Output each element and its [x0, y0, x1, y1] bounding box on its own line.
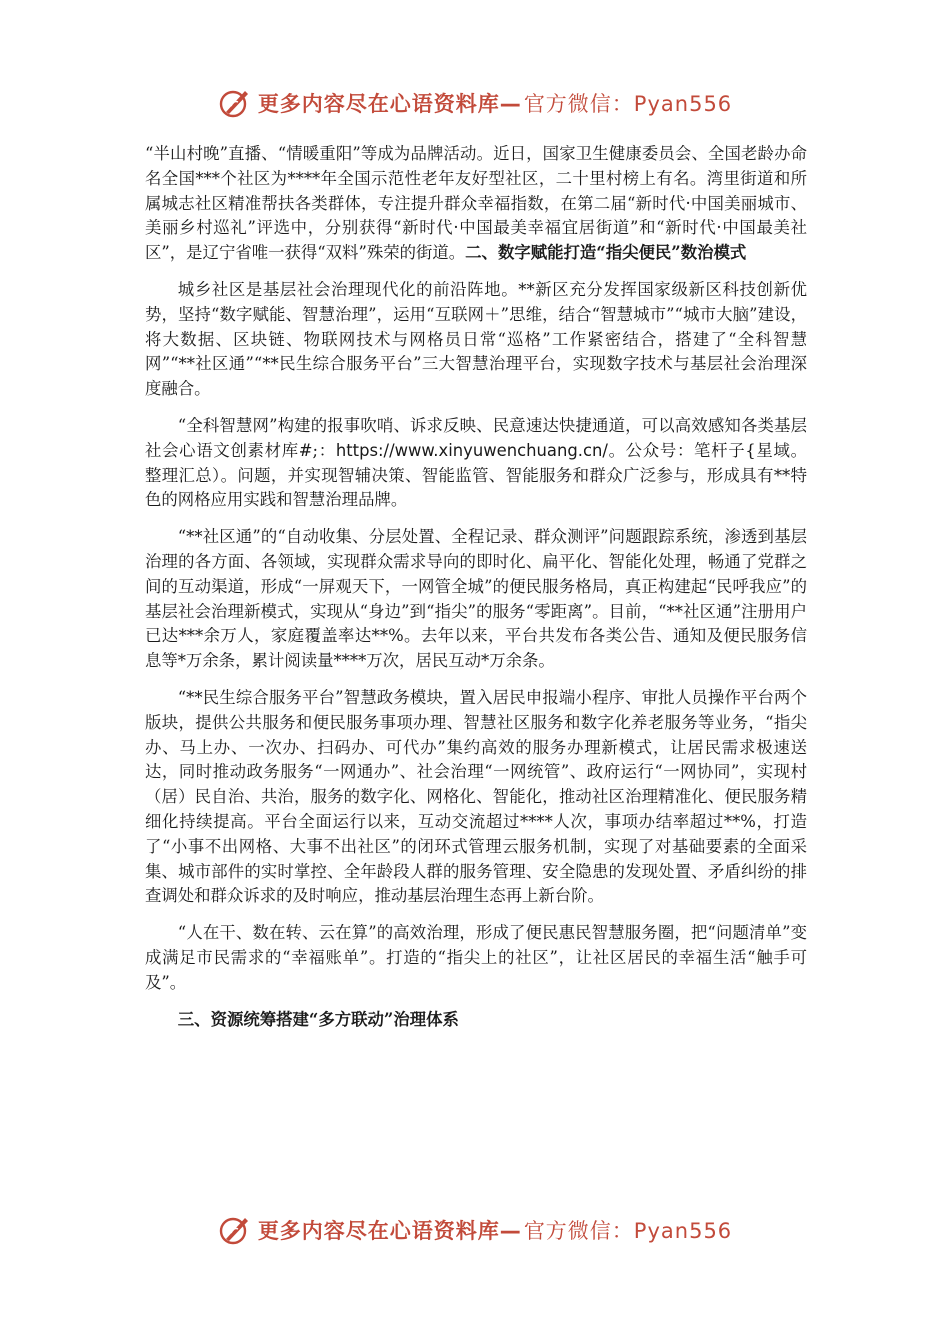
- paragraph-2: 城乡社区是基层社会治理现代化的前沿阵地。**新区充分发挥国家级新区科技创新优势，坚持“数字赋能、智慧治理”，运用“互联网＋”思维，结合“智慧城市”“城市大脑”建设，将大数据、区块链、物联网技术与网格员日常“巡格”工作紧密结合，搭建了“全科智慧网”“**社区通”“**民生综合服务平台”三大智慧治理平台，实现数字技术与基层社会治理深度融合。: [145, 279, 807, 399]
- header-banner: [0, 83, 950, 123]
- pen-logo-icon: [218, 1213, 252, 1247]
- banner-text: 更多内容尽在心语资料库—: [257, 92, 522, 116]
- paragraph-1-text: “半山村晚”直播、“情暖重阳”等成为品牌活动。近日，国家卫生健康委员会、全国老龄办命名全国***个社区为****年全国示范性老年友好型社区，二十里村榜上有名。湾里街道和所属城志社区精准帮扶各类群体，专注提升群众幸福指数，在第二届“新时代·中国美丽城市、美丽乡村巡礼”评选中，分别获得“新时代·中国最美幸福宜居街道”和“新时代·中国最美社区”，是辽宁省唯一获得“双料”殊荣的街道。: [145, 144, 807, 263]
- paragraph-1: [145, 142, 807, 266]
- website-link[interactable]: https://www.xinyuwenchuang.cn/: [335, 440, 608, 460]
- pen-logo-icon: [218, 86, 252, 120]
- banner-wechat: 官方微信：Pyan556: [523, 1219, 733, 1243]
- section-heading-3: 三、资源统筹搭建“多方联动”治理体系: [177, 1009, 459, 1029]
- paragraph-3: [145, 414, 807, 513]
- paragraph-3-text-b: 。公众号：笔杆子{星域。整理汇总）。问题，并实现智辅决策、智能监管、智能服务和群众广泛参与，形成具有**特色的网格应用实践和智慧治理品牌。: [145, 440, 807, 510]
- section-heading-2: 二、数字赋能打造“指尖便民”数治模式: [465, 243, 747, 263]
- paragraph-6: “人在干、数在转、云在算”的高效治理，形成了便民惠民智慧服务圈，把“问题清单”变成满足市民需求的“幸福账单”。打造的“指尖上的社区”，让社区居民的幸福生活“触手可及”。: [145, 923, 807, 992]
- banner-wechat: 官方微信：Pyan556: [523, 92, 733, 116]
- paragraph-4: “**社区通”的“自动收集、分层处置、全程记录、群众测评”问题跟踪系统，渗透到基层治理的各方面、各领域，实现群众需求导向的即时化、扁平化、智能化处理，畅通了党群之间的互动渠道，形成“一屏观天下，一网管全城”的便民服务格局，真正构建起“民呼我应”的基层社会治理新模式，实现从“身边”到“指尖”的服务“零距离”。目前，“**社区通”注册用户已达***余万人，家庭覆盖率达**%。去年以来，平台共发布各类公告、通知及便民服务信息等*万余条，累计阅读量****万次，居民互动*万余条。: [145, 527, 807, 671]
- document-body: [145, 142, 807, 1044]
- paragraph-3-text-a: “全科智慧网”构建的报事吹哨、诉求反映、民意速达快捷通道，可以高效感知各类基层社会心语文创素材库#;：: [145, 415, 807, 460]
- paragraph-5: “**民生综合服务平台”智慧政务模块，置入居民申报端小程序、审批人员操作平台两个版块，提供公共服务和便民服务事项办理、智慧社区服务和数字化养老服务等业务，“指尖办、马上办、一次办、扫码办、可代办”集约高效的服务办理新模式，让居民需求极速送达，同时推动政务服务“一网通办”、社会治理“一网统管”、政府运行“一网协同”，实现村（居）民自治、共治，服务的数字化、网格化、智能化，推动社区治理精准化、便民服务精细化持续提高。平台全面运行以来，互动交流超过****人次，事项办结率超过**%，打造了“小事不出网格、大事不出社区”的闭环式管理云服务机制，实现了对基础要素的全面采集、城市部件的实时掌控、全年龄段人群的服务管理、安全隐患的发现处置、矛盾纠纷的排查调处和群众诉求的及时响应，推动基层治理生态再上新台阶。: [145, 687, 807, 906]
- banner-text: 更多内容尽在心语资料库—: [257, 1219, 522, 1243]
- footer-banner: [0, 1210, 950, 1250]
